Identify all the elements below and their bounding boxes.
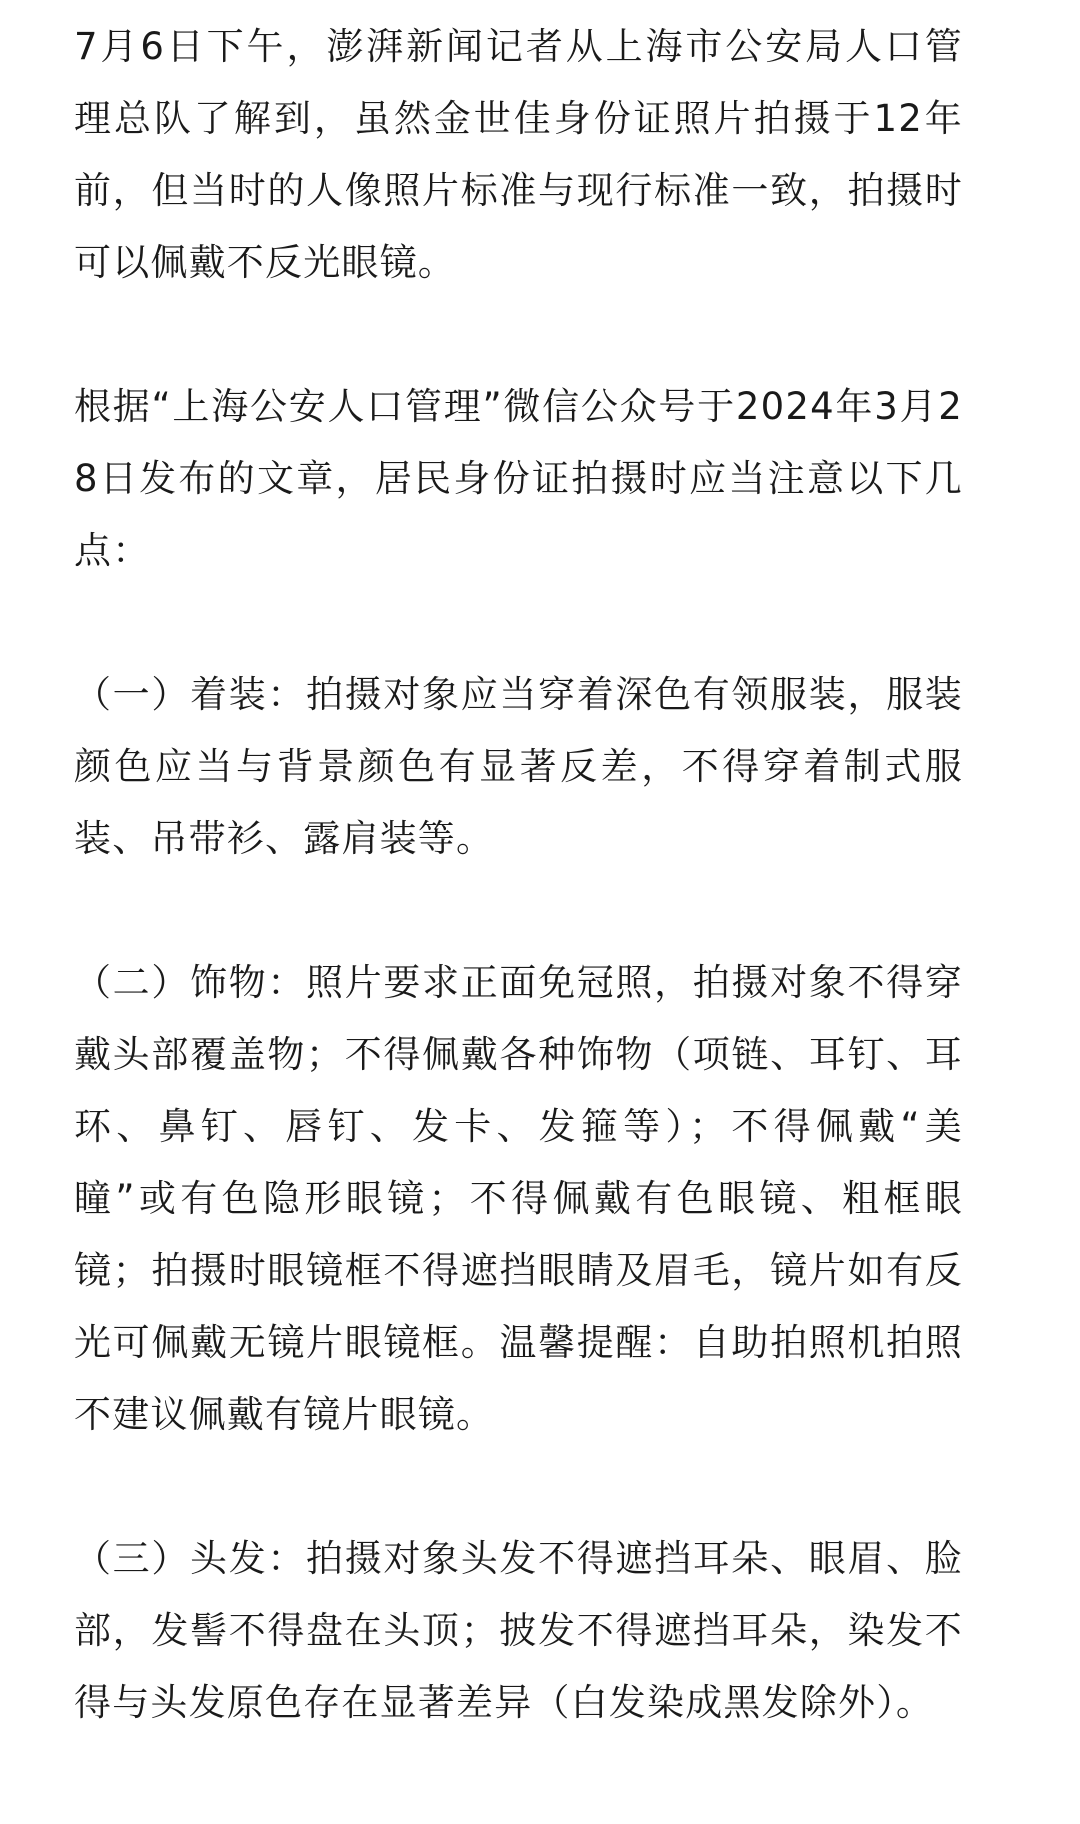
paragraph-source: 根据“上海公安人口管理”微信公众号于2024年3月28日发布的文章，居民身份证拍摄时应当注意以下几点： xyxy=(74,385,963,572)
paragraph-accessories: （二）饰物：照片要求正面免冠照，拍摄对象不得穿戴头部覆盖物；不得佩戴各种饰物（项链、耳钉、耳环、鼻钉、唇钉、发卡、发箍等）；不得佩戴“美瞳”或有色隐形眼镜；不得佩戴有色眼镜、粗框眼镜；拍摄时眼镜框不得遮挡眼睛及眉毛，镜片如有反光可佩戴无镜片眼镜框。温馨提醒：自助拍照机拍照不建议佩戴有镜片眼镜。 xyxy=(74,961,963,1436)
paragraph-clothing: （一）着装：拍摄对象应当穿着深色有领服装，服装颜色应当与背景颜色有显著反差，不得穿着制式服装、吊带衫、露肩装等。 xyxy=(74,673,963,860)
paragraph-hair: （三）头发：拍摄对象头发不得遮挡耳朵、眼眉、脸部，发髻不得盘在头顶；披发不得遮挡耳朵，染发不得与头发原色存在显著差异（白发染成黑发除外）。 xyxy=(74,1537,963,1724)
paragraph-intro: 7月6日下午，澎湃新闻记者从上海市公安局人口管理总队了解到，虽然金世佳身份证照片拍摄于12年前，但当时的人像照片标准与现行标准一致，拍摄时可以佩戴不反光眼镜。 xyxy=(74,25,963,284)
